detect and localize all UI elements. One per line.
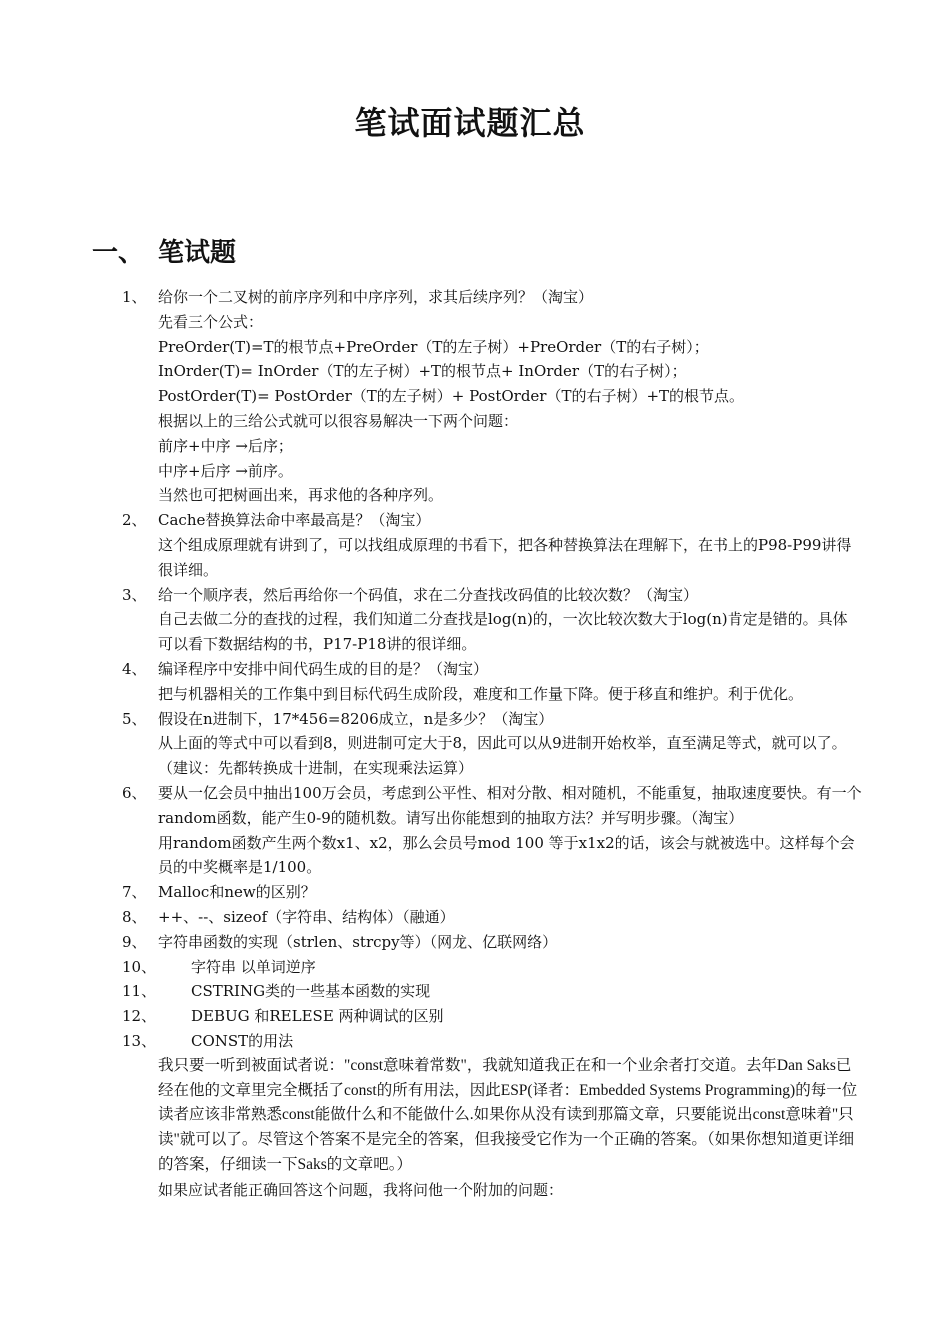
question-item (122, 707, 862, 732)
answer-paragraph: 前序+中序 →后序； (158, 436, 293, 455)
question-number: 8、 (122, 907, 147, 926)
answer-paragraph: 如果应试者能正确回答这个问题，我将问他一个附加的问题： (158, 1180, 564, 1199)
answer-paragraph: 当然也可把树画出来，再求他的各种序列。 (158, 486, 444, 505)
question-text: DEBUG 和RELESE 两种调试的区别 (191, 1007, 444, 1026)
question-item (122, 905, 862, 930)
question-number: 5、 (122, 709, 147, 728)
question-item (122, 1029, 862, 1054)
question-item (122, 979, 862, 1004)
question-text: CSTRING类的一些基本函数的实现 (191, 982, 431, 1001)
question-text: Malloc和new的区别？ (158, 883, 316, 902)
question-number: 2、 (122, 511, 147, 530)
question-text: 给一个顺序表，然后再给你一个码值，求在二分查找改码值的比较次数？（淘宝） (158, 585, 699, 604)
section-title: 笔试题 (158, 238, 237, 268)
section-heading (92, 232, 236, 269)
answer-paragraph: PostOrder(T)= PostOrder（T的左子树）+ PostOrder（T的右子树）+T的根节点。 (158, 387, 745, 406)
question-number: 11、 (122, 982, 157, 1001)
question-item (122, 781, 862, 831)
question-item (122, 508, 862, 533)
question-number: 6、 (122, 783, 147, 802)
question-list (122, 285, 862, 1202)
question-number: 3、 (122, 585, 147, 604)
question-number: 4、 (122, 659, 147, 678)
question-number: 12、 (122, 1007, 157, 1026)
question-number: 9、 (122, 932, 147, 951)
question-text: 要从一亿会员中抽出100万会员，考虑到公平性、相对分散、相对随机，不能重复，抽取速度要快。有一个random函数，能产生0-9的随机数。请写出你能想到的抽取方法？并写明步骤。（淘宝） (158, 783, 862, 827)
answer-paragraph: 我只要一听到被面试者说："const意味着常数"，我就知道我正在和一个业余者打交道。去年Dan Saks已经在他的文章里完全概括了const的所有用法，因此ESP(译者：Embedded Systems Programming)的每一位读者应该非常熟悉const能做什么和不能做什么.如果你从没有读到那篇文章，只要能说出const意味着"只读"就可以了。尽管这个答案不是完全的答案，但我接受它作为一个正确的答案。（如果你想知道更详细的答案，仔细读一下Saks的文章吧。） (158, 1056, 858, 1173)
question-number: 1、 (122, 288, 147, 306)
answer-paragraph: 根据以上的三给公式就可以很容易解决一下两个问题： (158, 411, 519, 430)
question-text: CONST的用法 (191, 1031, 294, 1050)
answer-paragraph: 从上面的等式中可以看到8，则进制可定大于8，因此可以从9进制开始枚举，直至满足等式，就可以了。（建议：先都转换成十进制，在实现乘法运算） (158, 734, 847, 778)
question-item (122, 930, 862, 955)
question-number: 7、 (122, 883, 147, 902)
question-text: 字符串 以单词逆序 (191, 957, 316, 976)
question-item (122, 583, 862, 608)
question-number: 10、 (122, 957, 157, 976)
question-item (122, 1004, 862, 1029)
answer-paragraph: 这个组成原理就有讲到了，可以找组成原理的书看下，把各种替换算法在理解下，在书上的P98-P99讲得很详细。 (158, 535, 852, 579)
answer-paragraph: 先看三个公式： (158, 312, 264, 331)
question-item (122, 657, 862, 682)
document-title: 笔试面试题汇总 (354, 104, 586, 142)
question-item (122, 955, 862, 980)
question-text: 编译程序中安排中间代码生成的目的是？（淘宝） (158, 659, 489, 678)
question-text: 假设在n进制下，17*456=8206成立，n是多少？（淘宝） (158, 709, 554, 728)
answer-paragraph: 中序+后序 →前序。 (158, 461, 293, 480)
question-item (122, 285, 862, 310)
answer-paragraph: InOrder(T)= InOrder（T的左子树）+T的根节点+ InOrder（T的右子树）； (158, 362, 687, 381)
question-text: ++、--、sizeof（字符串、结构体）（融通） (158, 907, 455, 926)
answer-paragraph: 把与机器相关的工作集中到目标代码生成阶段，难度和工作量下降。便于移直和维护。利于优化。 (158, 684, 804, 703)
question-text: 给你一个二叉树的前序序列和中序序列，求其后续序列？（淘宝） (158, 288, 594, 306)
question-text: Cache替换算法命中率最高是？（淘宝） (158, 511, 431, 530)
answer-paragraph: PreOrder(T)=T的根节点+PreOrder（T的左子树）+PreOrder（T的右子树）； (158, 337, 709, 356)
section-number: 一、 (92, 238, 145, 268)
question-number: 13、 (122, 1031, 157, 1050)
question-text: 字符串函数的实现（strlen、strcpy等）（网龙、亿联网络） (158, 932, 558, 951)
answer-paragraph: 自己去做二分的查找的过程，我们知道二分查找是log(n)的，一次比较次数大于log(n)肯定是错的。具体可以看下数据结构的书，P17-P18讲的很详细。 (158, 610, 848, 654)
question-item (122, 880, 862, 905)
answer-paragraph: 用random函数产生两个数x1、x2，那么会员号mod 100 等于x1x2的话，该会与就被选中。这样每个会员的中奖概率是1/100。 (158, 833, 855, 877)
